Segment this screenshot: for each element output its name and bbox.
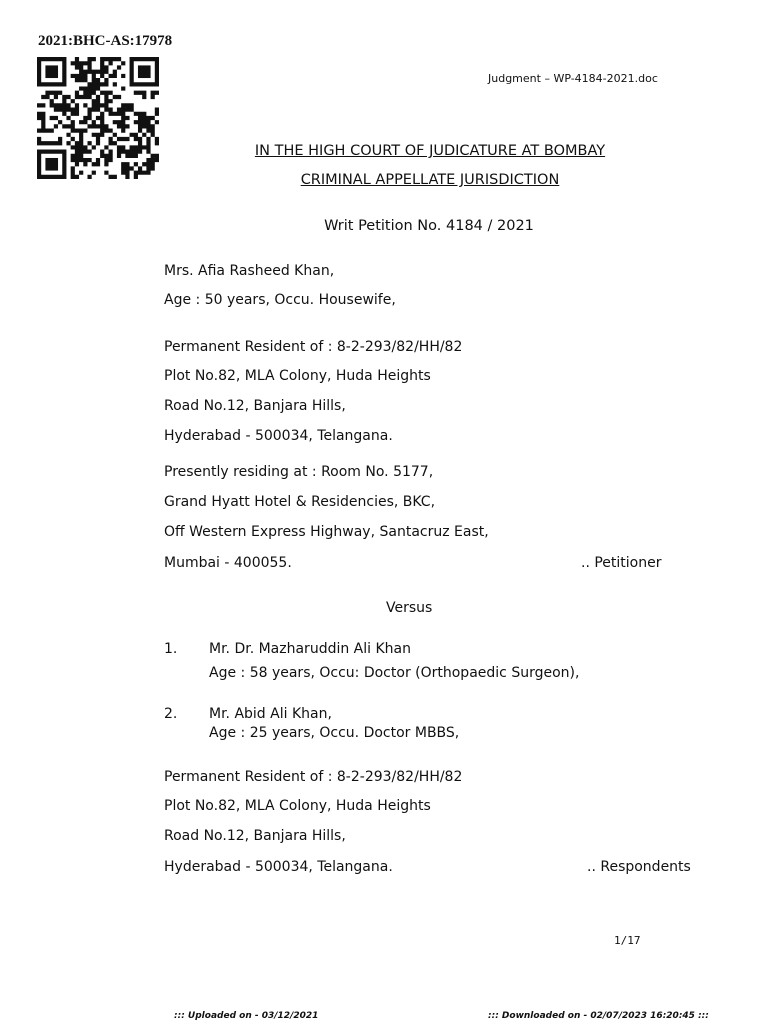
petitioner-present-address-line: Grand Hyatt Hotel & Residencies, BKC, bbox=[164, 494, 436, 510]
respondent-name: Mr. Dr. Mazharuddin Ali Khan bbox=[209, 641, 411, 657]
respondent-details: Age : 58 years, Occu: Doctor (Orthopaedic Surgeon), bbox=[209, 665, 580, 681]
petitioner-name: Mrs. Afia Rasheed Khan, bbox=[164, 263, 335, 279]
page-number: 1/17 bbox=[614, 934, 641, 947]
petitioner-address-line: Permanent Resident of : 8-2-293/82/HH/82 bbox=[164, 339, 463, 355]
respondent-number: 1. bbox=[164, 641, 178, 657]
downloaded-on-stamp: ::: Downloaded on - 02/07/2023 16:20:45 ::: bbox=[488, 1011, 709, 1021]
respondent-number: 2. bbox=[164, 706, 178, 722]
neutral-citation: 2021:BHC-AS:17978 bbox=[38, 33, 173, 49]
respondent-role-label: .. Respondents bbox=[587, 859, 691, 875]
qr-code-icon bbox=[37, 57, 159, 179]
respondent-details: Age : 25 years, Occu. Doctor MBBS, bbox=[209, 725, 460, 741]
court-name: IN THE HIGH COURT OF JUDICATURE AT BOMBAY bbox=[254, 143, 606, 159]
respondent-address-line: Permanent Resident of : 8-2-293/82/HH/82 bbox=[164, 769, 463, 785]
respondent-address-line: Road No.12, Banjara Hills, bbox=[164, 828, 346, 844]
document-file-name: Judgment – WP-4184-2021.doc bbox=[488, 72, 658, 85]
jurisdiction-heading: CRIMINAL APPELLATE JURISDICTION bbox=[300, 172, 560, 188]
respondent-name: Mr. Abid Ali Khan, bbox=[209, 706, 332, 722]
petitioner-age-occupation: Age : 50 years, Occu. Housewife, bbox=[164, 292, 396, 308]
case-number: Writ Petition No. 4184 / 2021 bbox=[324, 218, 534, 234]
respondent-address-line: Hyderabad - 500034, Telangana. bbox=[164, 859, 393, 875]
versus-label: Versus bbox=[386, 600, 433, 616]
petitioner-present-address-line: Presently residing at : Room No. 5177, bbox=[164, 464, 434, 480]
petitioner-address-line: Hyderabad - 500034, Telangana. bbox=[164, 428, 393, 444]
uploaded-on-stamp: ::: Uploaded on - 03/12/2021 bbox=[174, 1011, 319, 1021]
petitioner-present-address-line: Mumbai - 400055. bbox=[164, 555, 292, 571]
petitioner-role-label: .. Petitioner bbox=[581, 555, 662, 571]
respondent-address-line: Plot No.82, MLA Colony, Huda Heights bbox=[164, 798, 431, 814]
petitioner-address-line: Plot No.82, MLA Colony, Huda Heights bbox=[164, 368, 431, 384]
petitioner-present-address-line: Off Western Express Highway, Santacruz East, bbox=[164, 524, 489, 540]
petitioner-address-line: Road No.12, Banjara Hills, bbox=[164, 398, 346, 414]
